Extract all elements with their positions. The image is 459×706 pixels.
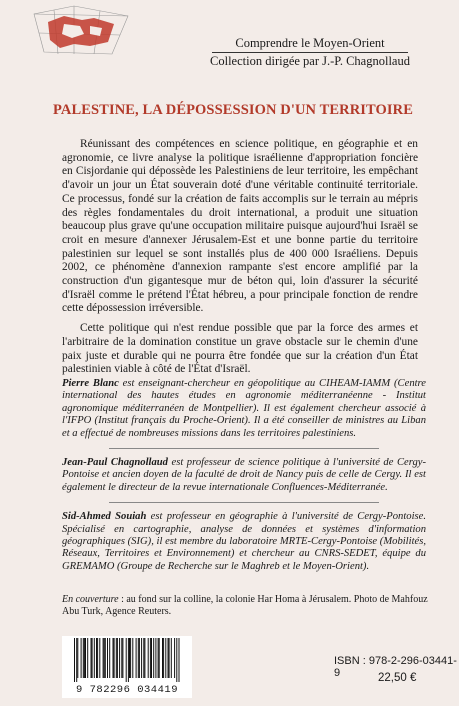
summary-paragraph: Réunissant des compétences en science politique, en géographie et en agronomie, ce livre analyse la politique israélienne d'appropriation foncière en Cisjordanie qui dépossède les Palestiniens de leur territoire, les empêchant d'avoir un jour un État souverain doté d'une véritable continuité territoriale. Ce processus, fondé sur la création de faits accomplis sur le terrain au mépris des règles fondamentales du droit international, a produit une situation beaucoup plus grave qu'une occupation militaire puisque aujourd'hui Israël se croit en mesure d'annexer Jérusalem-Est et une bonne partie du territoire palestinien sur lequel se sont installés plus de 400 000 Israéliens. Depuis 2002, ce phénomène d'annexion rampante s'est encore amplifié par la construction d'un gigantesque mur de béton qui, loin d'assurer la sécurité d'Israël comme le prétend l'État hébreu, a pour principale fonction de rendre cette dépossession irréversible.	[62, 138, 418, 315]
author-name: Jean-Paul Chagnollaud	[62, 457, 168, 469]
barcode-bars-icon	[62, 638, 192, 686]
author-bio	[62, 511, 426, 573]
author-bio-text: est professeur de science politique à l'université de Cergy-Pontoise et ancien doyen de la faculté de droit de Nancy puis de celle de Cergy. Il est également le directeur de la revue internationale Confluences-Méditerranée.	[62, 457, 426, 493]
barcode	[62, 636, 192, 698]
series-editor: Collection dirigée par J.-P. Chagnollaud	[210, 54, 410, 68]
author-bios	[62, 378, 426, 581]
author-bio	[62, 378, 426, 440]
author-name: Sid-Ahmed Souiah	[62, 511, 147, 523]
book-title: PALESTINE, LA DÉPOSSESSION D'UN TERRITOIRE	[53, 102, 413, 118]
author-name: Pierre Blanc	[62, 378, 119, 389]
divider	[109, 448, 379, 449]
summary-paragraph: Cette politique qui n'est rendue possible que par la force des armes et l'arbitraire de la domination constitue un grave obstacle sur le chemin d'une paix juste et durable qui ne pourra être fondée que sur la création d'un État palestinien viable à côté de l'État d'Israël.	[62, 322, 418, 376]
isbn: ISBN : 978-2-296-03441-9	[334, 655, 457, 679]
price: 22,50 €	[378, 672, 417, 684]
divider	[109, 502, 379, 503]
series-divider	[212, 52, 408, 53]
cover-credit	[62, 594, 434, 618]
barcode-digits: 9 782296 034419	[75, 684, 178, 696]
summary	[62, 138, 418, 383]
series-header	[200, 36, 420, 68]
publisher-logo	[24, 4, 132, 56]
author-bio	[62, 457, 426, 494]
cover-credit-label: En couverture	[62, 594, 119, 605]
cover-credit-text: : au fond sur la colline, la colonie Har Homa à Jérusalem. Photo de Mahfouz Abu Turk, Agence Reuters.	[62, 594, 428, 617]
author-bio-text: est enseignant-chercheur en géopolitique au CIHEAM-IAMM (Centre international des hautes études en agronomie méditerranéenne - Institut agronomique méditerranéen de Montpellier). Il est également chercheur associé à l'IFPO (Institut français du Proche-Orient). Il a été conseiller de ministres au Liban et a effectué de nombreuses missions dans les territoires palestiniens.	[62, 378, 426, 439]
author-bio-text: est professeur en géographie à l'université de Cergy-Pontoise. Spécialisé en cartographie, analyse de données et systèmes d'information géographiques (SIG), il est membre du laboratoire MRTE-Cergy-Pontoise (Mobilités, Réseaux, Territoires et Environnement) et chercheur au CNRS-SEDET, équipe du GREMAMO (Groupe de Recherche sur le Maghreb et le Moyen-Orient).	[62, 511, 426, 572]
series-title: Comprendre le Moyen-Orient	[235, 36, 385, 50]
